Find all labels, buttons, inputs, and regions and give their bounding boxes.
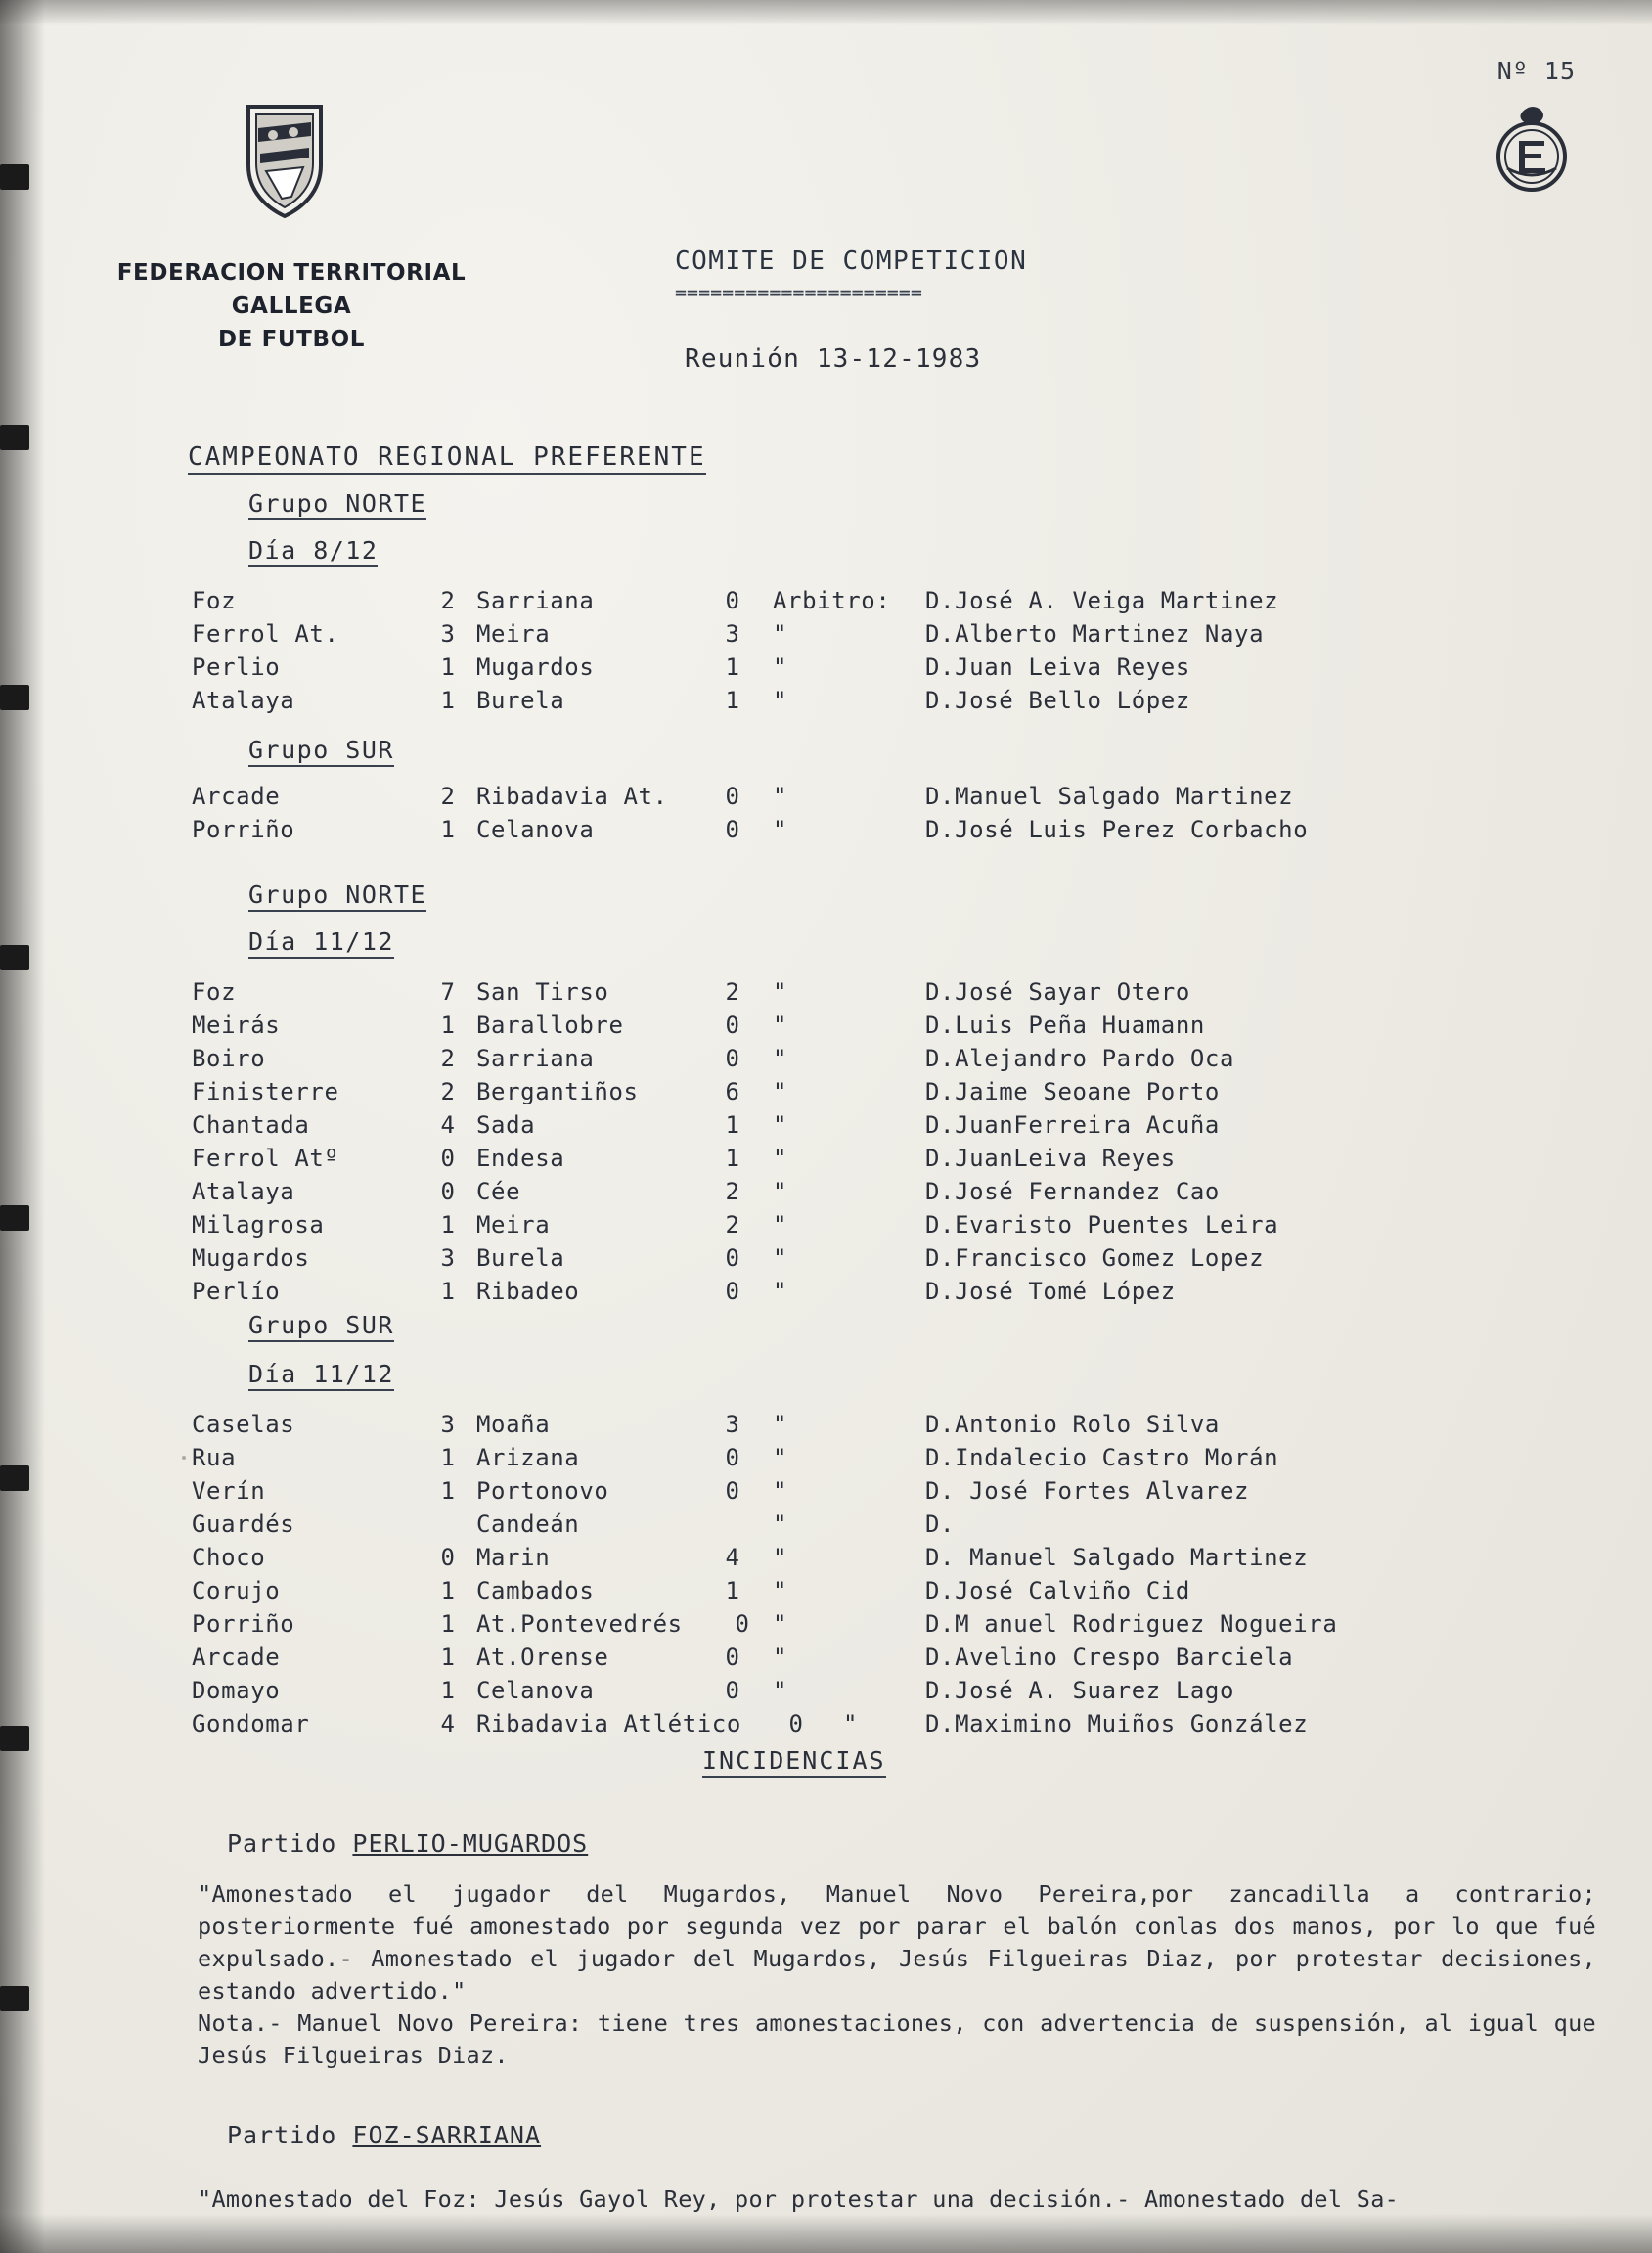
referee-name: D.José Fernandez Cao [925, 1178, 1220, 1205]
away-team: At.Orense [476, 1644, 609, 1671]
referee-label: " [773, 1078, 788, 1105]
match-row [0, 1544, 1652, 1577]
incident-match-name: PERLIO-MUGARDOS [352, 1829, 589, 1858]
referee-name: D. José Fortes Alvarez [925, 1477, 1250, 1505]
referee-label: " [773, 653, 788, 681]
home-team: Gondomar [192, 1710, 310, 1737]
away-team: Endesa [476, 1145, 565, 1172]
away-team: Cambados [476, 1577, 595, 1604]
referee-name: D.Avelino Crespo Barciela [925, 1644, 1294, 1671]
referee-name: D.Alberto Martinez Naya [925, 620, 1265, 648]
home-team: Meirás [192, 1012, 281, 1039]
match-row [0, 1244, 1652, 1278]
home-score: 2 [440, 1045, 456, 1072]
home-score: 0 [440, 1178, 456, 1205]
referee-name: D.Jaime Seoane Porto [925, 1078, 1220, 1105]
home-team: Porriño [192, 816, 295, 843]
home-score: 4 [440, 1111, 456, 1139]
away-score: 0 [725, 1444, 740, 1471]
match-row [0, 1510, 1652, 1544]
match-row [0, 653, 1652, 687]
referee-name: D. [925, 1510, 956, 1538]
match-row [0, 1145, 1652, 1178]
referee-label: " [773, 783, 788, 810]
referee-label: " [773, 1111, 788, 1139]
home-score: 1 [440, 653, 456, 681]
referee-name: D.Juan Leiva Reyes [925, 653, 1190, 681]
committee-underline: ===================== [675, 281, 922, 304]
away-score: 3 [725, 620, 740, 648]
home-score: 7 [440, 978, 456, 1006]
away-team: Candeán [476, 1510, 580, 1538]
match-list [0, 783, 1652, 849]
away-team: At.Pontevedrés [476, 1610, 683, 1638]
home-score: 1 [440, 1278, 456, 1305]
referee-label: " [773, 1610, 788, 1638]
referee-label: " [773, 1178, 788, 1205]
referee-label: " [773, 1278, 788, 1305]
referee-name: D.M anuel Rodriguez Nogueira [925, 1610, 1338, 1638]
match-row [0, 1444, 1652, 1477]
home-team: Caselas [192, 1411, 295, 1438]
referee-label: " [773, 978, 788, 1006]
referee-label: " [773, 1444, 788, 1471]
day-heading: Día 11/12 [248, 927, 394, 959]
home-score: 2 [440, 1078, 456, 1105]
home-team: Domayo [192, 1677, 281, 1704]
federation-title-line1: FEDERACION TERRITORIAL GALLEGA [116, 260, 467, 319]
away-team: Arizana [476, 1444, 580, 1471]
home-score: 3 [440, 620, 456, 648]
away-team: San Tirso [476, 978, 609, 1006]
away-score: 2 [725, 1178, 740, 1205]
referee-label: " [773, 816, 788, 843]
incident-title-prefix: Partido [227, 2121, 353, 2149]
home-team: Verín [192, 1477, 266, 1505]
referee-name: D.Indalecio Castro Morán [925, 1444, 1279, 1471]
away-team: Celanova [476, 1677, 595, 1704]
home-team: Ferrol At. [192, 620, 339, 648]
away-score: 0 [725, 1677, 740, 1704]
home-score: 1 [440, 687, 456, 714]
incident-title [227, 1829, 588, 1858]
referee-label: " [773, 1577, 788, 1604]
referee-label: Arbitro: [773, 587, 891, 614]
away-team: Bergantiños [476, 1078, 639, 1105]
referee-label: " [773, 1510, 788, 1538]
incident-title [227, 2121, 541, 2149]
section-title: CAMPEONATO REGIONAL PREFERENTE [188, 442, 706, 475]
home-team: Mugardos [192, 1244, 310, 1272]
away-team: Portonovo [476, 1477, 609, 1505]
referee-label: " [773, 1145, 788, 1172]
home-score: 0 [440, 1145, 456, 1172]
referee-label: " [773, 1544, 788, 1571]
away-team: Burela [476, 687, 565, 714]
away-score: 1 [725, 1111, 740, 1139]
away-score: 0 [725, 816, 740, 843]
home-team: Atalaya [192, 1178, 295, 1205]
day-heading: Día 8/12 [248, 536, 378, 567]
match-row [0, 1278, 1652, 1311]
home-score: 2 [440, 587, 456, 614]
home-score: 2 [440, 783, 456, 810]
punch-hole [0, 425, 29, 450]
match-row [0, 1610, 1652, 1644]
referee-label: " [773, 1411, 788, 1438]
away-score: 0 [725, 587, 740, 614]
away-score: 0 [725, 1477, 740, 1505]
referee-label: " [773, 1644, 788, 1671]
home-team: Rua [192, 1444, 237, 1471]
home-score: 1 [440, 1444, 456, 1471]
federation-title [76, 256, 507, 356]
match-row [0, 1411, 1652, 1444]
home-team: Perlio [192, 653, 281, 681]
referee-label: " [773, 1244, 788, 1272]
group-heading: Grupo NORTE [248, 489, 426, 520]
home-team: Guardés [192, 1510, 295, 1538]
referee-label: " [843, 1710, 859, 1737]
home-score: 1 [440, 1477, 456, 1505]
referee-name: D.Alejandro Pardo Oca [925, 1045, 1235, 1072]
match-row [0, 1577, 1652, 1610]
incident-paragraph: "Amonestado del Foz: Jesús Gayol Rey, por protestar una decisión.- Amonestado del Sa- [198, 2185, 1400, 2213]
match-row [0, 620, 1652, 653]
referee-name: D.Evaristo Puentes Leira [925, 1211, 1279, 1239]
incidencias-heading: INCIDENCIAS [702, 1746, 886, 1778]
match-row [0, 978, 1652, 1012]
punch-hole [0, 1986, 29, 2011]
punch-hole [0, 164, 29, 190]
home-score: 1 [440, 1211, 456, 1239]
match-row [0, 587, 1652, 620]
group-heading: Grupo SUR [248, 1311, 394, 1342]
day-heading: Día 11/12 [248, 1360, 394, 1391]
meeting-date: Reunión 13-12-1983 [685, 344, 982, 374]
away-score: 1 [725, 687, 740, 714]
referee-name: D.José A. Veiga Martinez [925, 587, 1279, 614]
referee-name: D.JuanLeiva Reyes [925, 1145, 1176, 1172]
match-row [0, 816, 1652, 849]
incident-paragraph: "Amonestado el jugador del Mugardos, Manuel Novo Pereira,por zancadilla a contrario; posteriormente fué amonestado por segunda vez por parar el balón conlas dos manos, por lo que fué expulsado.- Amonestado el jugador del Mugardos, Jesús Filgueiras Diaz, por protestar decisiones, estando advertido." [198, 1880, 1596, 2005]
home-score: 1 [440, 1012, 456, 1039]
home-score: 3 [440, 1411, 456, 1438]
referee-label: " [773, 1211, 788, 1239]
away-score: 1 [725, 1145, 740, 1172]
home-team: Chantada [192, 1111, 310, 1139]
referee-name: D.José Sayar Otero [925, 978, 1190, 1006]
away-team: Sada [476, 1111, 536, 1139]
referee-name: D.Maximino Muiños González [925, 1710, 1309, 1737]
home-team: Foz [192, 978, 237, 1006]
referee-name: D.Luis Peña Huamann [925, 1012, 1205, 1039]
away-team: Mugardos [476, 653, 595, 681]
match-list [0, 1411, 1652, 1743]
federation-crest-icon [243, 103, 327, 218]
home-score: 3 [440, 1244, 456, 1272]
home-team: Foz [192, 587, 237, 614]
home-score: 1 [440, 816, 456, 843]
match-row [0, 687, 1652, 720]
referee-name: D.Francisco Gomez Lopez [925, 1244, 1265, 1272]
home-team: Finisterre [192, 1078, 339, 1105]
away-team: Marin [476, 1544, 551, 1571]
match-row [0, 1644, 1652, 1677]
home-score: 1 [440, 1644, 456, 1671]
away-score: 3 [725, 1411, 740, 1438]
referee-label: " [773, 1045, 788, 1072]
away-score: 0 [725, 1045, 740, 1072]
match-list [0, 587, 1652, 720]
away-score: 4 [725, 1544, 740, 1571]
home-team: Arcade [192, 783, 281, 810]
referee-label: " [773, 1677, 788, 1704]
away-team: Celanova [476, 816, 595, 843]
away-score: 6 [725, 1078, 740, 1105]
away-score: 0 [725, 1012, 740, 1039]
punch-hole [0, 945, 29, 970]
referee-name: D.José A. Suarez Lago [925, 1677, 1235, 1704]
referee-label: " [773, 620, 788, 648]
referee-label: " [773, 1477, 788, 1505]
home-team: Ferrol Atº [192, 1145, 339, 1172]
away-team: Ribadavia Atlético [476, 1710, 741, 1737]
home-team: Boiro [192, 1045, 266, 1072]
match-row [0, 1211, 1652, 1244]
match-row [0, 1012, 1652, 1045]
group-heading: Grupo NORTE [248, 880, 426, 912]
away-score: 2 [725, 978, 740, 1006]
home-team: Choco [192, 1544, 266, 1571]
federation-title-line2: DE FUTBOL [217, 327, 366, 352]
match-row [0, 1710, 1652, 1743]
page-top-shadow [0, 0, 1652, 25]
home-score: 0 [440, 1544, 456, 1571]
match-list [0, 978, 1652, 1311]
referee-name: D.JuanFerreira Acuña [925, 1111, 1220, 1139]
away-team: Sarriana [476, 1045, 595, 1072]
away-score: 0 [788, 1710, 804, 1737]
home-team: Milagrosa [192, 1211, 325, 1239]
home-score: 1 [440, 1577, 456, 1604]
home-score: 4 [440, 1710, 456, 1737]
incident-note: Nota.- Manuel Novo Pereira: tiene tres amonestaciones, con advertencia de suspensión, al igual que Jesús Filgueiras Diaz. [198, 2009, 1596, 2069]
away-score: 0 [725, 1278, 740, 1305]
away-team: Moaña [476, 1411, 551, 1438]
away-score: 2 [725, 1211, 740, 1239]
page-number: Nº 15 [1496, 57, 1576, 85]
referee-name: D.Antonio Rolo Silva [925, 1411, 1220, 1438]
match-row [0, 1677, 1652, 1710]
away-score: 1 [725, 653, 740, 681]
referee-name: D.Manuel Salgado Martinez [925, 783, 1294, 810]
away-team: Meira [476, 620, 551, 648]
away-team: Cée [476, 1178, 521, 1205]
away-team: Ribadavia At. [476, 783, 668, 810]
home-team: Perlío [192, 1278, 281, 1305]
referee-label: " [773, 1012, 788, 1039]
referee-name: D.José Calviño Cid [925, 1577, 1190, 1604]
incident-title-prefix: Partido [227, 1829, 353, 1858]
away-team: Meira [476, 1211, 551, 1239]
committee-header [675, 247, 1027, 304]
home-team: Corujo [192, 1577, 281, 1604]
match-row [0, 1078, 1652, 1111]
home-score: 1 [440, 1677, 456, 1704]
home-team: Arcade [192, 1644, 281, 1671]
away-team: Sarriana [476, 587, 595, 614]
group-heading: Grupo SUR [248, 736, 394, 767]
away-team: Ribadeo [476, 1278, 580, 1305]
away-team: Barallobre [476, 1012, 624, 1039]
match-row [0, 783, 1652, 816]
referee-name: D.José Tomé López [925, 1278, 1176, 1305]
committee-title: COMITE DE COMPETICION [675, 247, 1028, 276]
away-team: Burela [476, 1244, 565, 1272]
incident-match-name: FOZ-SARRIANA [352, 2121, 542, 2149]
match-row [0, 1477, 1652, 1510]
away-score: 1 [725, 1577, 740, 1604]
away-score: 0 [725, 783, 740, 810]
rfef-crest-icon [1490, 106, 1574, 198]
match-row [0, 1178, 1652, 1211]
referee-name: D.José Luis Perez Corbacho [925, 816, 1309, 843]
away-score: 0 [725, 1644, 740, 1671]
away-score: 0 [735, 1610, 750, 1638]
referee-label: " [773, 687, 788, 714]
away-score: 0 [725, 1244, 740, 1272]
match-row [0, 1111, 1652, 1145]
referee-name: D.José Bello López [925, 687, 1190, 714]
match-row [0, 1045, 1652, 1078]
home-team: Porriño [192, 1610, 295, 1638]
home-team: Atalaya [192, 687, 295, 714]
page-bottom-shadow [0, 2214, 1652, 2253]
referee-name: D. Manuel Salgado Martinez [925, 1544, 1309, 1571]
home-score: 1 [440, 1610, 456, 1638]
